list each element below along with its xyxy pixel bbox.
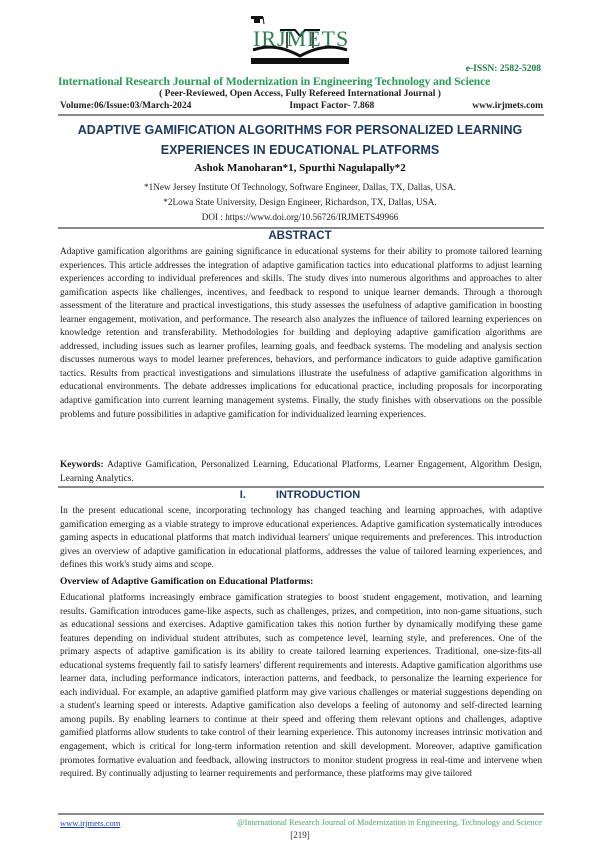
doi[interactable]: DOI : https://www.doi.org/10.56726/IRJMETS49966 <box>201 212 399 222</box>
authors: Ashok Manoharan*1, Spurthi Nagulapally*2 <box>194 162 406 174</box>
overview-subheading: Overview of Adaptive Gamification on Educational Platforms: <box>60 577 314 587</box>
journal-name: International Research Journal of Modernization in Engineering Technology and Science <box>58 75 491 88</box>
volume-issue: Volume:06/Issue:03/March-2024 <box>60 101 192 111</box>
affiliation-2: *2Lowa State University, Design Engineer, Richardson, TX, Dallas, USA. <box>163 197 437 207</box>
section-title: INTRODUCTION <box>275 489 361 501</box>
journal-meta-row <box>60 101 543 111</box>
footer-copyright: @International Research Journal of Modernization in Engineering, Technology and Science <box>236 818 542 827</box>
abstract-heading: ABSTRACT <box>268 230 332 242</box>
footer-website-link[interactable]: www.irjmets.com <box>60 818 121 828</box>
intro-paragraph-1: In the present educational scene, incorporating technology has changed teaching and learning approaches, with adaptive gamification emerging as a viable strategy to improve educational experiences. Adaptive gamification systematically introduces gaming aspects in educational platforms that match individual learners' unique requirements and preferences. This introduction gives an overview of adaptive gamification in educational platforms, addresses the value of tailored learning experiences, and defines this work's study aims and scope. <box>60 506 542 571</box>
page-number: [219] <box>290 830 310 840</box>
affiliation-1: *1New Jersey Institute Of Technology, Software Engineer, Dallas, TX, Dallas, USA. <box>144 182 456 192</box>
section-number: I. <box>239 489 246 501</box>
keywords-label: Keywords: <box>60 460 104 470</box>
header-website[interactable]: www.irjmets.com <box>472 101 543 111</box>
intro-paragraph-2: Educational platforms increasingly embrace gamification strategies to boost student engagement, motivation, and learning results. Gamification introduces game-like aspects, such as challenges, prizes, and competition, into non-game situations, such as educational sessions and exercises. Adaptive gamification takes this notion further by dynamically modifying these game features depending on individual student attributes, such as competence level, learning style, and preferences. One of the primary aspects of adaptive gamification is its ability to create tailored learning experiences. Traditional, one-size-fits-all educational systems frequently fail to satisfy learners' different requirements and interests. Adaptive gamification algorithms use learner data, including performance indicators, interaction patterns, and feedback, to personalize the learning experience for each individual. For example, an adaptive gamified platform may give various challenges or material suggestions depending on a student's learning speed or interests. Adaptive gamification also develops a feeling of autonomy and self-directed learning among pupils. By enabling learners to continue at their speed and offering them relevant options and challenges, adaptive gamified platforms allow students to take control of their learning experience. This autonomy increases intrinsic motivation and engagement, which is critical for long-term information retention and skill development. Moreover, adaptive gamification promotes formative evaluation and feedback, allowing instructors to monitor student progress in real-time and intervene when required. By continually adjusting to learner requirements and performance, these platforms may give tailored <box>60 593 542 780</box>
abstract-divider <box>58 227 544 229</box>
introduction-heading <box>0 489 600 501</box>
article-title <box>40 120 560 160</box>
abstract-text: Adaptive gamification algorithms are gaining significance in educational systems for their ability to promote tailored learning experiences. This article addresses the integration of adaptive gamification tactics into educational platforms to adjust learning experiences according to individual preferences and skills. The study dives into numerous algorithms and approaches to alter gamification aspects like challenges, incentives, and feedback to respond to unique learner demands. Through a thorough assessment of the literature and practical investigations, this study assesses the usefulness of adaptive gamification in boosting learner engagement, motivation, and performance. The research also analyzes the influence of tailored learning experiences on knowledge retention and transferability. Methodologies for building and deploying adaptive gamification algorithms are addressed, including issues such as learner profiles, learning goals, and feedback systems. The modeling and analysis section discusses numerous ways to model learner preferences, behaviors, and performance indicators to guide adaptive gamification tactics. Results from practical investigations and simulations illustrate the usefulness of adaptive gamification algorithms in educational environments. The debate addresses implications for educational practice, including proposals for incorporating adaptive gamification into current learning management systems. Finally, the study finishes with observations on the possible problems and future possibilities in adaptive gamification for individualized learning experiences. <box>60 247 542 420</box>
title-line-1: ADAPTIVE GAMIFICATION ALGORITHMS FOR PERSONALIZED LEARNING <box>77 123 523 137</box>
footer-divider <box>58 813 544 815</box>
eissn: e-ISSN: 2582-5208 <box>465 64 541 74</box>
keywords-list: Adaptive Gamification, Personalized Learning, Educational Platforms, Learner Engagement, Algorithm Design, Learning Analytics. <box>60 460 542 484</box>
logo-text: IRJMETS <box>253 26 350 51</box>
journal-logo <box>245 12 355 72</box>
impact-factor: Impact Factor- 7.868 <box>289 101 375 111</box>
section-divider <box>58 486 544 488</box>
peer-review-note: ( Peer-Reviewed, Open Access, Fully Refereed International Journal ) <box>159 89 441 99</box>
header-divider <box>58 114 544 116</box>
title-line-2: EXPERIENCES IN EDUCATIONAL PLATFORMS <box>160 143 440 157</box>
keywords <box>60 459 542 486</box>
